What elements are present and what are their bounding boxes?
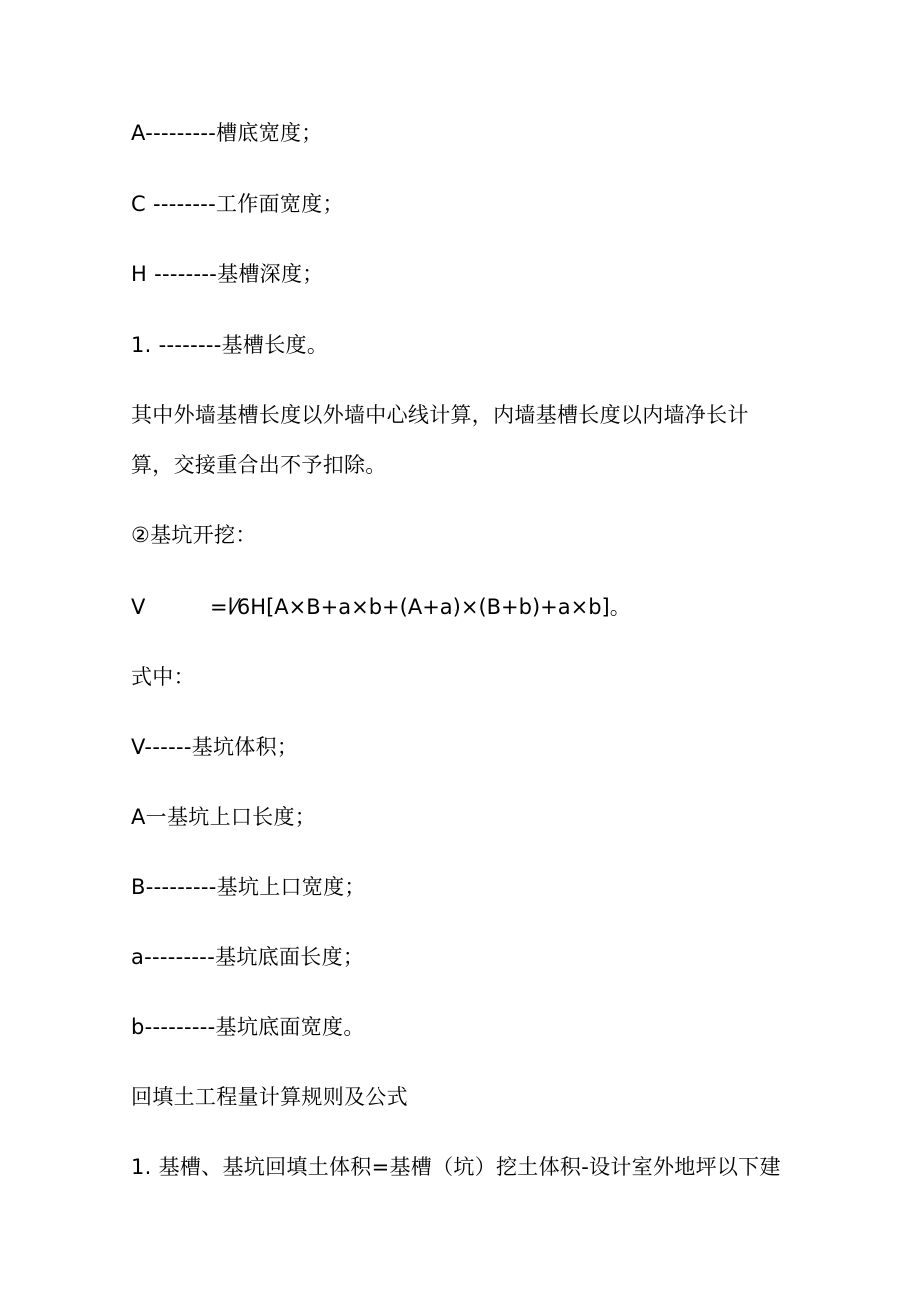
definition-a-line: A---------槽底宽度； bbox=[131, 121, 323, 145]
definition-upper-a-line: A一基坑上口长度； bbox=[131, 805, 317, 829]
paragraph-line-1: 其中外墙基槽长度以外墙中心线计算，内墙基槽长度以内墙净长计 bbox=[131, 403, 749, 427]
definition-upper-b-line: B---------基坑上口宽度； bbox=[131, 875, 366, 899]
definition-c-line: C --------工作面宽度； bbox=[131, 192, 344, 216]
definition-v-line: V------基坑体积； bbox=[131, 735, 299, 759]
where-label: 式中： bbox=[131, 665, 195, 689]
definition-h-line: H --------基槽深度； bbox=[131, 262, 324, 286]
paragraph-line-2: 算，交接重合出不予扣除。 bbox=[131, 453, 387, 477]
definition-l-line: 1. --------基槽长度。 bbox=[131, 333, 329, 357]
section-heading-pit: ②基坑开挖： bbox=[131, 523, 257, 547]
formula-lhs: V bbox=[131, 595, 146, 619]
definition-lower-b-line: b---------基坑底面宽度。 bbox=[131, 1015, 365, 1039]
formula-rhs: =l⁄6H[A×B+a×b+(A+a)×(B+b)+a×b]。 bbox=[210, 595, 631, 619]
backfill-rule-line-1: 1. 基槽、基坑回填土体积=基槽（坑）挖土体积-设计室外地坪以下建 bbox=[131, 1155, 781, 1179]
section-heading-backfill: 回填土工程量计算规则及公式 bbox=[131, 1085, 408, 1109]
definition-lower-a-line: a---------基坑底面长度； bbox=[131, 945, 365, 969]
